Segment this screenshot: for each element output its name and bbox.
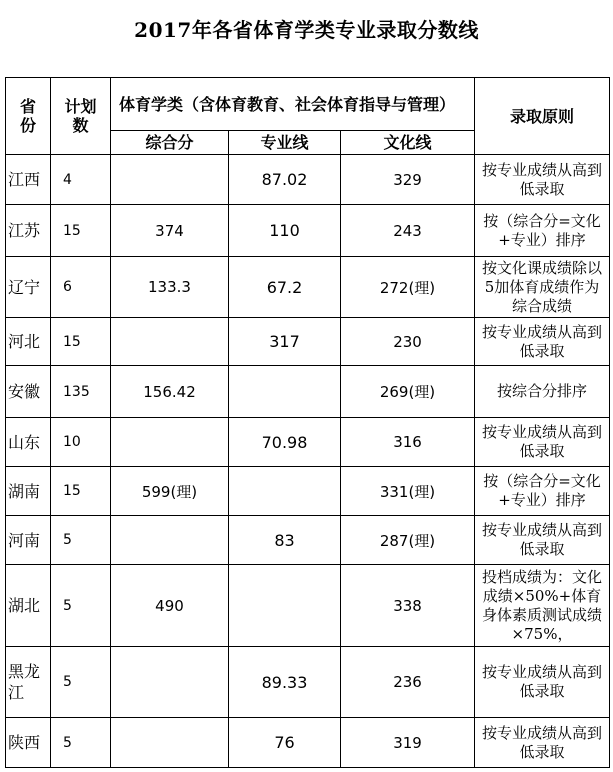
plan-cell: 4 — [51, 155, 111, 205]
table-row — [6, 205, 610, 257]
admission-table — [5, 77, 610, 768]
composite-cell: 374 — [111, 205, 229, 257]
rule-cell: 按专业成绩从高到低录取 — [475, 155, 610, 205]
major-line-cell: 83 — [229, 516, 341, 565]
province-cell: 黑龙江 — [6, 647, 51, 718]
header-category: 体育学类（含体育教育、社会体育指导与管理） — [111, 78, 475, 131]
header-plan: 计划数 — [51, 78, 111, 155]
province-cell: 辽宁 — [6, 257, 51, 318]
rule-cell: 按综合分排序 — [475, 366, 610, 418]
province-cell: 江西 — [6, 155, 51, 205]
composite-cell — [111, 516, 229, 565]
culture-line-cell: 269(理) — [341, 366, 475, 418]
culture-line-cell: 319 — [341, 718, 475, 768]
page-title: 2017年各省体育学类专业录取分数线 — [134, 18, 479, 42]
table-row — [6, 718, 610, 768]
rule-cell: 按（综合分=文化+专业）排序 — [475, 467, 610, 516]
major-line-cell — [229, 467, 341, 516]
composite-cell — [111, 718, 229, 768]
province-cell: 河北 — [6, 318, 51, 366]
culture-line-cell: 272(理) — [341, 257, 475, 318]
province-cell: 陕西 — [6, 718, 51, 768]
table-row — [6, 467, 610, 516]
composite-cell: 490 — [111, 565, 229, 647]
header-province: 省份 — [6, 78, 51, 155]
major-line-cell: 89.33 — [229, 647, 341, 718]
rule-cell: 按文化课成绩除以5加体育成绩作为综合成绩 — [475, 257, 610, 318]
header-major-line: 专业线 — [229, 131, 341, 155]
province-cell: 安徽 — [6, 366, 51, 418]
table-row — [6, 647, 610, 718]
major-line-cell — [229, 565, 341, 647]
composite-cell: 599(理) — [111, 467, 229, 516]
plan-cell: 5 — [51, 718, 111, 768]
plan-cell: 6 — [51, 257, 111, 318]
plan-cell: 10 — [51, 418, 111, 467]
table-row — [6, 516, 610, 565]
composite-cell — [111, 647, 229, 718]
major-line-cell — [229, 366, 341, 418]
culture-line-cell: 243 — [341, 205, 475, 257]
table-row — [6, 257, 610, 318]
table-row — [6, 418, 610, 467]
province-cell: 湖南 — [6, 467, 51, 516]
header-composite: 综合分 — [111, 131, 229, 155]
plan-cell: 5 — [51, 565, 111, 647]
major-line-cell: 317 — [229, 318, 341, 366]
culture-line-cell: 329 — [341, 155, 475, 205]
plan-cell: 5 — [51, 647, 111, 718]
header-culture-line: 文化线 — [341, 131, 475, 155]
major-line-cell: 70.98 — [229, 418, 341, 467]
table-row — [6, 318, 610, 366]
province-cell: 湖北 — [6, 565, 51, 647]
plan-cell: 5 — [51, 516, 111, 565]
culture-line-cell: 331(理) — [341, 467, 475, 516]
rule-cell: 按专业成绩从高到低录取 — [475, 418, 610, 467]
province-cell: 山东 — [6, 418, 51, 467]
rule-cell: 按专业成绩从高到低录取 — [475, 647, 610, 718]
composite-cell — [111, 155, 229, 205]
plan-cell: 135 — [51, 366, 111, 418]
rule-cell: 按专业成绩从高到低录取 — [475, 516, 610, 565]
header-rule: 录取原则 — [475, 78, 610, 155]
culture-line-cell: 230 — [341, 318, 475, 366]
major-line-cell: 110 — [229, 205, 341, 257]
culture-line-cell: 287(理) — [341, 516, 475, 565]
composite-cell — [111, 418, 229, 467]
province-cell: 河南 — [6, 516, 51, 565]
rule-cell: 按专业成绩从高到低录取 — [475, 718, 610, 768]
major-line-cell: 87.02 — [229, 155, 341, 205]
composite-cell: 133.3 — [111, 257, 229, 318]
rule-cell: 按专业成绩从高到低录取 — [475, 318, 610, 366]
culture-line-cell: 236 — [341, 647, 475, 718]
culture-line-cell: 316 — [341, 418, 475, 467]
major-line-cell: 67.2 — [229, 257, 341, 318]
culture-line-cell: 338 — [341, 565, 475, 647]
rule-cell: 按（综合分=文化+专业）排序 — [475, 205, 610, 257]
plan-cell: 15 — [51, 205, 111, 257]
table-row — [6, 366, 610, 418]
rule-cell: 投档成绩为：文化成绩×50%+体育身体素质测试成绩×75%， — [475, 565, 610, 647]
composite-cell: 156.42 — [111, 366, 229, 418]
table-row — [6, 565, 610, 647]
major-line-cell: 76 — [229, 718, 341, 768]
province-cell: 江苏 — [6, 205, 51, 257]
plan-cell: 15 — [51, 318, 111, 366]
plan-cell: 15 — [51, 467, 111, 516]
composite-cell — [111, 318, 229, 366]
table-row — [6, 155, 610, 205]
